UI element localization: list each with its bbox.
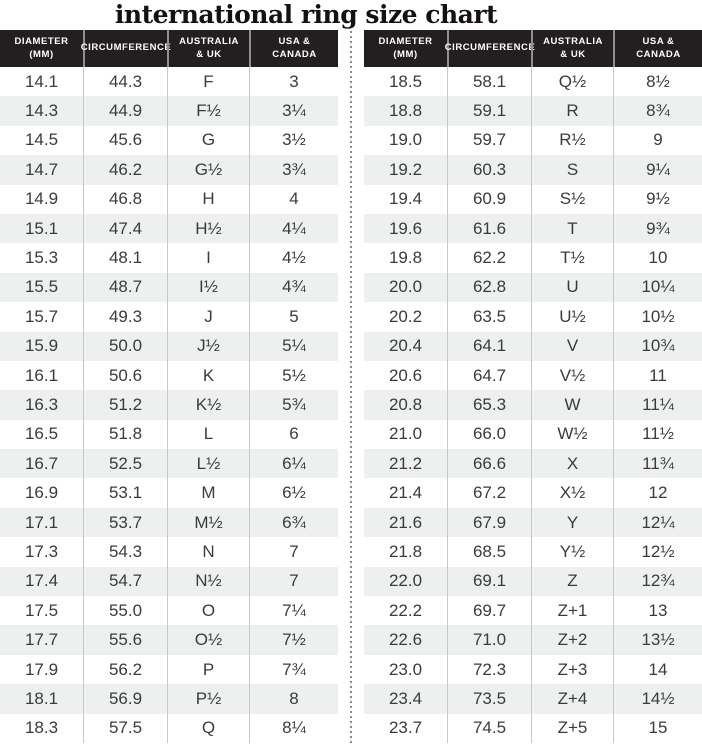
cell: O: [167, 596, 249, 625]
cell: 56.2: [83, 655, 167, 684]
cell: 5½: [249, 361, 338, 390]
table-row: [364, 302, 702, 331]
table-row: [0, 567, 338, 596]
cell: 64.7: [447, 361, 531, 390]
cell: 7¾: [249, 655, 338, 684]
cell: 14.1: [24, 71, 59, 91]
table-row: [364, 155, 702, 184]
table-row: [0, 449, 338, 478]
cell: 9¾: [613, 214, 702, 243]
table-row: [0, 273, 338, 302]
cell: 4½: [249, 243, 338, 272]
cell: 8½: [613, 67, 702, 96]
cell: X: [531, 449, 613, 478]
table-row: [0, 537, 338, 566]
table-row: [364, 625, 702, 654]
cell: T½: [531, 243, 613, 272]
cell: 16.9: [24, 483, 59, 503]
cell: 14: [613, 655, 702, 684]
cell: 14½: [613, 684, 702, 713]
cell: I: [167, 243, 249, 272]
cell: 22.0: [388, 571, 423, 591]
cell: 14.5: [24, 130, 59, 150]
cell: 21.6: [388, 512, 423, 532]
ring-size-table-left: [0, 30, 338, 743]
cell: 17.3: [24, 541, 59, 561]
cell: 73.5: [447, 684, 531, 713]
cell: 20.6: [388, 365, 423, 385]
dotted-divider: [338, 30, 364, 743]
cell: 6¾: [249, 508, 338, 537]
cell: 5: [249, 302, 338, 331]
cell: 57.5: [83, 714, 167, 743]
cell: 44.3: [83, 67, 167, 96]
cell: 16.7: [24, 453, 59, 473]
table-row: [0, 126, 338, 155]
cell: 65.3: [447, 390, 531, 419]
cell: 18.3: [24, 718, 59, 738]
cell: Z+5: [531, 714, 613, 743]
cell: 9½: [613, 185, 702, 214]
cell: 53.1: [83, 478, 167, 507]
cell: 66.0: [447, 420, 531, 449]
column-header: AUSTRALIA & UK: [531, 30, 613, 67]
cell: 8: [249, 684, 338, 713]
cell: 20.2: [388, 306, 423, 326]
ring-size-table-right: [364, 30, 702, 743]
table-row: [364, 96, 702, 125]
cell: 10¼: [613, 273, 702, 302]
cell: 13: [613, 596, 702, 625]
table-row: [0, 655, 338, 684]
cell: 15: [613, 714, 702, 743]
cell: P: [167, 655, 249, 684]
cell: Q½: [531, 67, 613, 96]
cell: 23.7: [388, 718, 423, 738]
cell: 53.7: [83, 508, 167, 537]
cell: 12¾: [613, 567, 702, 596]
cell: 5¾: [249, 390, 338, 419]
cell: 67.9: [447, 508, 531, 537]
cell: 7: [249, 537, 338, 566]
cell: 19.8: [388, 248, 423, 268]
cell: 71.0: [447, 625, 531, 654]
table-row: [0, 155, 338, 184]
table-row: [0, 332, 338, 361]
cell: V½: [531, 361, 613, 390]
cell: J: [167, 302, 249, 331]
cell: L½: [167, 449, 249, 478]
cell: K½: [167, 390, 249, 419]
table-row: [364, 596, 702, 625]
cell: 62.8: [447, 273, 531, 302]
cell: 49.3: [83, 302, 167, 331]
cell: F: [167, 67, 249, 96]
cell: 22.6: [388, 630, 423, 650]
tables-container: [0, 30, 702, 743]
table-row: [364, 508, 702, 537]
cell: 17.9: [24, 659, 59, 679]
cell: G½: [167, 155, 249, 184]
cell: 16.3: [24, 394, 59, 414]
column-header: USA & CANADA: [613, 30, 702, 67]
cell: 46.8: [83, 185, 167, 214]
cell: 52.5: [83, 449, 167, 478]
cell: L: [167, 420, 249, 449]
cell: 9: [613, 126, 702, 155]
table-row: [364, 449, 702, 478]
cell: 7: [249, 567, 338, 596]
cell: 15.7: [24, 306, 59, 326]
cell: 66.6: [447, 449, 531, 478]
table-row: [364, 684, 702, 713]
cell: Z+2: [531, 625, 613, 654]
table-row: [0, 302, 338, 331]
cell: 68.5: [447, 537, 531, 566]
table-header: [364, 30, 702, 67]
cell: 6½: [249, 478, 338, 507]
table-row: [364, 390, 702, 419]
cell: Y: [531, 508, 613, 537]
table-row: [0, 390, 338, 419]
cell: R: [531, 96, 613, 125]
cell: 19.6: [388, 218, 423, 238]
cell: 55.6: [83, 625, 167, 654]
cell: 21.0: [388, 424, 423, 444]
cell: 69.7: [447, 596, 531, 625]
table-row: [0, 478, 338, 507]
table-row: [364, 420, 702, 449]
table-row: [0, 508, 338, 537]
cell: 18.8: [388, 101, 423, 121]
cell: 20.8: [388, 394, 423, 414]
cell: 7½: [249, 625, 338, 654]
cell: I½: [167, 273, 249, 302]
cell: N: [167, 537, 249, 566]
cell: 14.3: [24, 101, 59, 121]
cell: 8¾: [613, 96, 702, 125]
column-header: CIRCUMFERENCE: [447, 30, 531, 67]
cell: 3½: [249, 126, 338, 155]
cell: V: [531, 332, 613, 361]
table-row: [364, 714, 702, 743]
cell: 60.3: [447, 155, 531, 184]
table-row: [0, 625, 338, 654]
cell: P½: [167, 684, 249, 713]
cell: 17.4: [24, 571, 59, 591]
cell: 62.2: [447, 243, 531, 272]
cell: 10¾: [613, 332, 702, 361]
cell: 4¾: [249, 273, 338, 302]
cell: Z+1: [531, 596, 613, 625]
cell: Z: [531, 567, 613, 596]
cell: 4¼: [249, 214, 338, 243]
cell: 11¾: [613, 449, 702, 478]
cell: 13½: [613, 625, 702, 654]
cell: S½: [531, 185, 613, 214]
cell: U: [531, 273, 613, 302]
cell: 11¼: [613, 390, 702, 419]
cell: 10: [613, 243, 702, 272]
cell: 54.7: [83, 567, 167, 596]
cell: R½: [531, 126, 613, 155]
cell: 67.2: [447, 478, 531, 507]
column-header: USA & CANADA: [249, 30, 338, 67]
cell: 15.3: [24, 248, 59, 268]
cell: 61.6: [447, 214, 531, 243]
cell: 48.1: [83, 243, 167, 272]
cell: 17.5: [24, 600, 59, 620]
table-row: [0, 67, 338, 96]
cell: 55.0: [83, 596, 167, 625]
cell: 9¼: [613, 155, 702, 184]
cell: 3: [249, 67, 338, 96]
cell: 10½: [613, 302, 702, 331]
cell: 21.2: [388, 453, 423, 473]
table-row: [0, 361, 338, 390]
cell: W½: [531, 420, 613, 449]
cell: H½: [167, 214, 249, 243]
cell: 59.7: [447, 126, 531, 155]
cell: 14.7: [24, 159, 59, 179]
table-row: [0, 243, 338, 272]
cell: T: [531, 214, 613, 243]
cell: J½: [167, 332, 249, 361]
cell: 72.3: [447, 655, 531, 684]
cell: 7¼: [249, 596, 338, 625]
cell: 15.9: [24, 336, 59, 356]
cell: 58.1: [447, 67, 531, 96]
cell: 47.4: [83, 214, 167, 243]
table-row: [364, 361, 702, 390]
cell: 18.5: [388, 71, 423, 91]
table-row: [364, 537, 702, 566]
cell: 16.1: [24, 365, 59, 385]
cell: U½: [531, 302, 613, 331]
table-header: [0, 30, 338, 67]
cell: 21.4: [388, 483, 423, 503]
cell: F½: [167, 96, 249, 125]
cell: Z+3: [531, 655, 613, 684]
table-row: [0, 185, 338, 214]
cell: M½: [167, 508, 249, 537]
table-row: [364, 243, 702, 272]
cell: 44.9: [83, 96, 167, 125]
cell: 11: [613, 361, 702, 390]
cell: Y½: [531, 537, 613, 566]
cell: 11½: [613, 420, 702, 449]
cell: 6¼: [249, 449, 338, 478]
cell: 46.2: [83, 155, 167, 184]
cell: 51.8: [83, 420, 167, 449]
cell: 51.2: [83, 390, 167, 419]
column-header: AUSTRALIA & UK: [167, 30, 249, 67]
cell: 48.7: [83, 273, 167, 302]
cell: 56.9: [83, 684, 167, 713]
cell: G: [167, 126, 249, 155]
table-row: [364, 273, 702, 302]
cell: S: [531, 155, 613, 184]
table-row: [364, 67, 702, 96]
cell: N½: [167, 567, 249, 596]
table-row: [0, 96, 338, 125]
cell: 63.5: [447, 302, 531, 331]
cell: 23.0: [388, 659, 423, 679]
cell: 19.4: [388, 189, 423, 209]
cell: 15.1: [24, 218, 59, 238]
cell: Q: [167, 714, 249, 743]
cell: 3¼: [249, 96, 338, 125]
table-row: [364, 185, 702, 214]
table-row: [364, 126, 702, 155]
cell: 4: [249, 185, 338, 214]
cell: 6: [249, 420, 338, 449]
table-row: [364, 332, 702, 361]
table-row: [0, 420, 338, 449]
cell: 23.4: [388, 688, 423, 708]
cell: 5¼: [249, 332, 338, 361]
cell: X½: [531, 478, 613, 507]
cell: W: [531, 390, 613, 419]
cell: 18.1: [24, 688, 59, 708]
cell: 50.0: [83, 332, 167, 361]
cell: O½: [167, 625, 249, 654]
cell: 8¼: [249, 714, 338, 743]
cell: 19.0: [388, 130, 423, 150]
page-title: international ring size chart: [114, 0, 498, 29]
cell: K: [167, 361, 249, 390]
table-row: [364, 567, 702, 596]
cell: 12: [613, 478, 702, 507]
cell: 19.2: [388, 159, 423, 179]
cell: M: [167, 478, 249, 507]
cell: 20.4: [388, 336, 423, 356]
cell: Z+4: [531, 684, 613, 713]
table-row: [0, 714, 338, 743]
table-row: [364, 478, 702, 507]
cell: 12½: [613, 537, 702, 566]
cell: 3¾: [249, 155, 338, 184]
cell: 21.8: [388, 541, 423, 561]
cell: 64.1: [447, 332, 531, 361]
cell: 17.1: [24, 512, 59, 532]
column-header: CIRCUMFERENCE: [83, 30, 167, 67]
cell: 20.0: [388, 277, 423, 297]
cell: 14.9: [24, 189, 59, 209]
cell: 74.5: [447, 714, 531, 743]
cell: 17.7: [24, 630, 59, 650]
cell: 69.1: [447, 567, 531, 596]
table-row: [0, 596, 338, 625]
table-row: [0, 214, 338, 243]
table-row: [364, 655, 702, 684]
cell: 45.6: [83, 126, 167, 155]
cell: 12¼: [613, 508, 702, 537]
cell: 60.9: [447, 185, 531, 214]
table-row: [0, 684, 338, 713]
column-header: DIAMETER (MM): [14, 35, 69, 60]
cell: 54.3: [83, 537, 167, 566]
cell: 16.5: [24, 424, 59, 444]
cell: 50.6: [83, 361, 167, 390]
cell: 22.2: [388, 600, 423, 620]
column-header: DIAMETER (MM): [378, 35, 433, 60]
table-row: [364, 214, 702, 243]
cell: 15.5: [24, 277, 59, 297]
cell: H: [167, 185, 249, 214]
cell: 59.1: [447, 96, 531, 125]
